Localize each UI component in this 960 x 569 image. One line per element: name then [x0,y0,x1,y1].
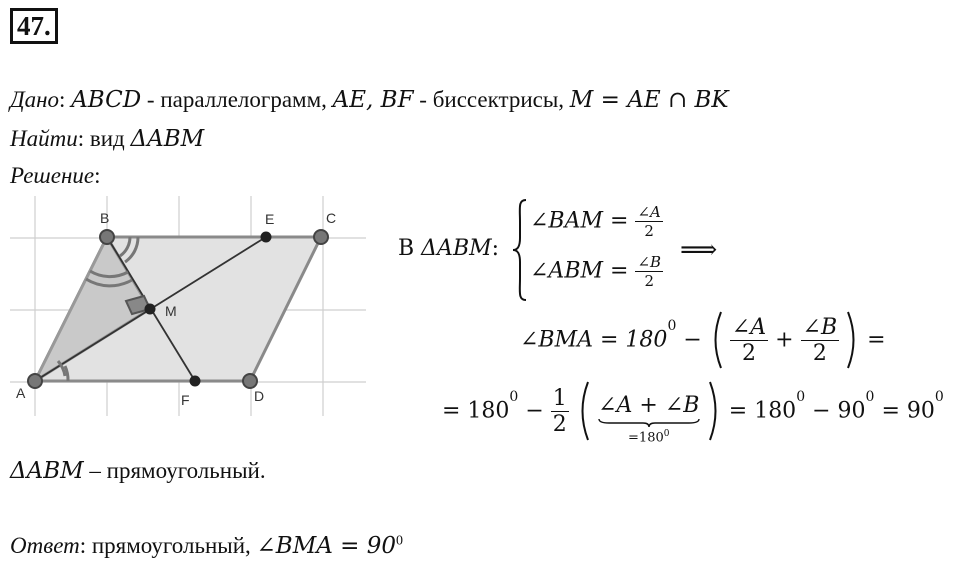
calc2-rest2: − 90 [805,398,866,424]
given-colon: : [59,87,66,112]
label-a: A [16,385,26,401]
answer-angle: ∠BMA = 90 [256,533,397,559]
system-prefix-text: В [398,236,422,261]
calc1-frac-1 [730,315,768,366]
calc2-sup4: 0 [934,389,944,405]
answer-text: : прямоугольный, [79,533,257,558]
calc2-rest3: = 90 [874,398,935,424]
system-triangle: ΔABM [421,236,492,261]
given-label: Дано [10,87,60,112]
conclusion-text: – прямоугольный. [83,458,266,483]
calc1-frac-2 [801,315,840,366]
problem-number: 47. [10,8,58,44]
calc1-left-paren [709,310,723,370]
eq2-num: ∠B [637,253,662,271]
point-e [261,232,272,243]
given-text-2: - биссектрисы, [413,87,570,112]
underbrace [597,418,701,428]
eq2-fraction [635,253,663,290]
calc1-right-paren [846,310,860,370]
point-a [28,374,42,388]
conclusion-line [10,458,266,484]
system-eq-1 [530,203,663,240]
label-c: C [326,210,337,226]
conclusion-triangle: ΔABM [10,458,84,484]
find-text: : вид [77,126,131,151]
label-d: D [254,388,265,404]
label-b: B [100,210,110,226]
answer-line [10,533,403,559]
given-line [10,87,729,113]
solution-line [10,163,101,189]
calc2-inner: ∠A + ∠B [598,393,700,419]
find-label: Найти [10,126,78,151]
calc1-sup: 0 [667,318,677,334]
eq1-lhs: ∠BAM = [530,208,629,234]
label-e: E [265,211,275,227]
calc1-den1: 2 [741,340,756,366]
given-text-1: - параллелограмм, [141,87,333,112]
calc2-underbrace-group [597,393,701,444]
calc-line-2 [442,380,944,446]
label-m: M [165,303,177,319]
calc2-left-paren [576,380,590,442]
eq2-lhs: ∠ABM = [530,258,629,284]
calc2-sup2: 0 [796,389,806,405]
point-d [243,374,257,388]
calc2-sup3: 0 [865,389,875,405]
calc2-sup1: 0 [509,389,519,405]
point-m [145,304,156,315]
point-c [314,230,328,244]
eq1-num: ∠A [637,203,661,221]
calc1-plus: + [775,327,794,353]
point-b [100,230,114,244]
system-colon: : [491,236,500,261]
calc2-under: =180 [628,430,664,446]
point-f [190,376,201,387]
calc2-half [551,386,569,437]
system-brace [512,198,528,302]
answer-sup: 0 [396,533,404,549]
solution-colon: : [94,163,101,188]
calc1-lhs: ∠BMA = 180 [520,327,668,353]
eq1-fraction [635,203,662,240]
calc2-minus: − [518,398,551,424]
calc-line-1 [520,310,886,370]
calc2-half-den: 2 [552,411,567,437]
find-triangle: ΔABM [130,126,205,152]
calc1-den2: 2 [812,340,827,366]
calc1-equals: = [867,327,886,353]
system-eq-2 [530,253,663,290]
solution-label: Решение [10,163,95,188]
label-f: F [181,392,190,408]
implies-arrow: ⟹ [680,235,718,265]
calc2-right-paren [708,380,722,442]
given-figure: ABCD [71,87,142,113]
find-line [10,126,204,152]
calc1-minus: − [676,327,709,353]
eq1-den: 2 [644,222,654,240]
calc2-half-num: 1 [552,385,567,411]
calc2-rest1: = 180 [728,398,797,424]
given-intersection: M = AE ∩ BK [569,87,729,113]
calc1-num1: ∠A [731,314,767,340]
given-bisectors: AE, BF [332,87,414,113]
system-prefix [398,236,499,261]
parallelogram-figure [10,196,366,416]
eq2-den: 2 [644,272,655,290]
calc1-num2: ∠B [802,314,838,340]
answer-label: Ответ [10,533,80,558]
calc2-under-sup: 0 [663,429,670,440]
calc2-start: = 180 [442,398,510,424]
